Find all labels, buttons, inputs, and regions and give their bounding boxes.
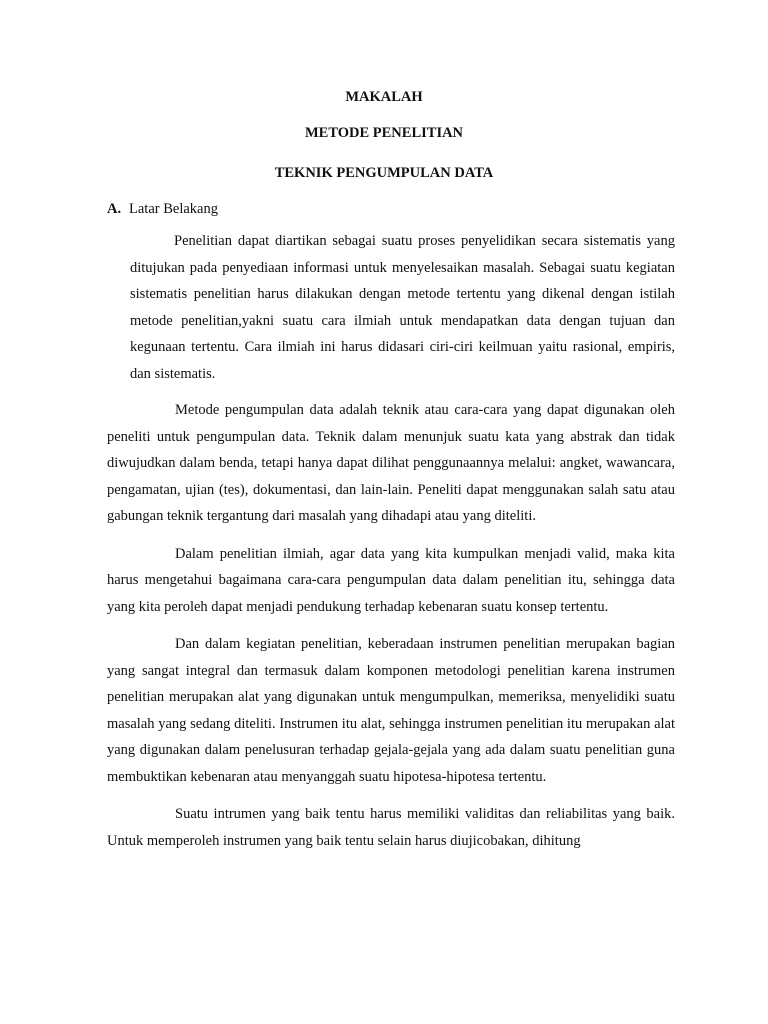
paragraph-block-indented	[130, 228, 675, 398]
section-marker: A.	[107, 201, 122, 217]
paragraph-4: Dan dalam kegiatan penelitian, keberadaan instrumen penelitian merupakan bagian yang sangat integral dan termasuk dalam komponen metodologi penelitian karena instrumen penelitian merupakan alat yang digunakan untuk mengumpulkan, memeriksa, menyelidiki suatu masalah yang sedang diteliti. Instrumen itu alat, sehingga instrumen penelitian itu merupakan alat yang digunakan dalam penelusuran terhadap gejala-gejala yang ada dalam suatu penelitian guna membuktikan kebenaran atau menyanggah suatu hipotesa-hipotesa tertentu.	[107, 636, 675, 785]
paragraph-3: Dalam penelitian ilmiah, agar data yang kita kumpulkan menjadi valid, maka kita harus mengetahui bagaimana cara-cara pengumpulan data dalam penelitian itu, sehingga data yang kita peroleh dapat menjadi pendukung terhadap kebenaran suatu konsep tertentu.	[107, 545, 675, 615]
document-title-teknik-pengumpulan-data: TEKNIK PENGUMPULAN DATA	[274, 165, 494, 181]
paragraph-block-full	[107, 397, 675, 865]
document-title-makalah: MAKALAH	[345, 89, 423, 105]
document-title-metode-penelitian: METODE PENELITIAN	[304, 125, 464, 141]
paragraph-2: Metode pengumpulan data adalah teknik atau cara-cara yang dapat digunakan oleh peneliti untuk pengumpulan data. Teknik dalam menunjuk suatu kata yang abstrak dan tidak diwujudkan dalam benda, tetapi hanya dapat dilihat penggunaannya melalui: angket, wawancara, pengamatan, ujian (tes), dokumentasi, dan lain-lain. Peneliti dapat menggunakan salah satu atau gabungan teknik tergantung dari masalah yang dihadapi atau yang diteliti.	[107, 402, 675, 524]
paragraph-1: Penelitian dapat diartikan sebagai suatu proses penyelidikan secara sistematis yang ditujukan pada penyediaan informasi untuk menyelesaikan masalah. Sebagai suatu kegiatan sistematis penelitian harus dilakukan dengan metode tertentu yang dikenal dengan istilah metode penelitian,yakni suatu cara ilmiah untuk mendapatkan data dengan tujuan dan kegunaan tertentu. Cara ilmiah ini harus didasari ciri-ciri keilmuan yaitu rasional, empiris, dan sistematis.	[130, 233, 675, 382]
section-heading-text: Latar Belakang	[129, 201, 218, 217]
section-heading	[107, 200, 218, 218]
paragraph-5: Suatu intrumen yang baik tentu harus memiliki validitas dan reliabilitas yang baik. Untuk memperoleh instrumen yang baik tentu selain harus diujicobakan, dihitung	[107, 806, 675, 849]
